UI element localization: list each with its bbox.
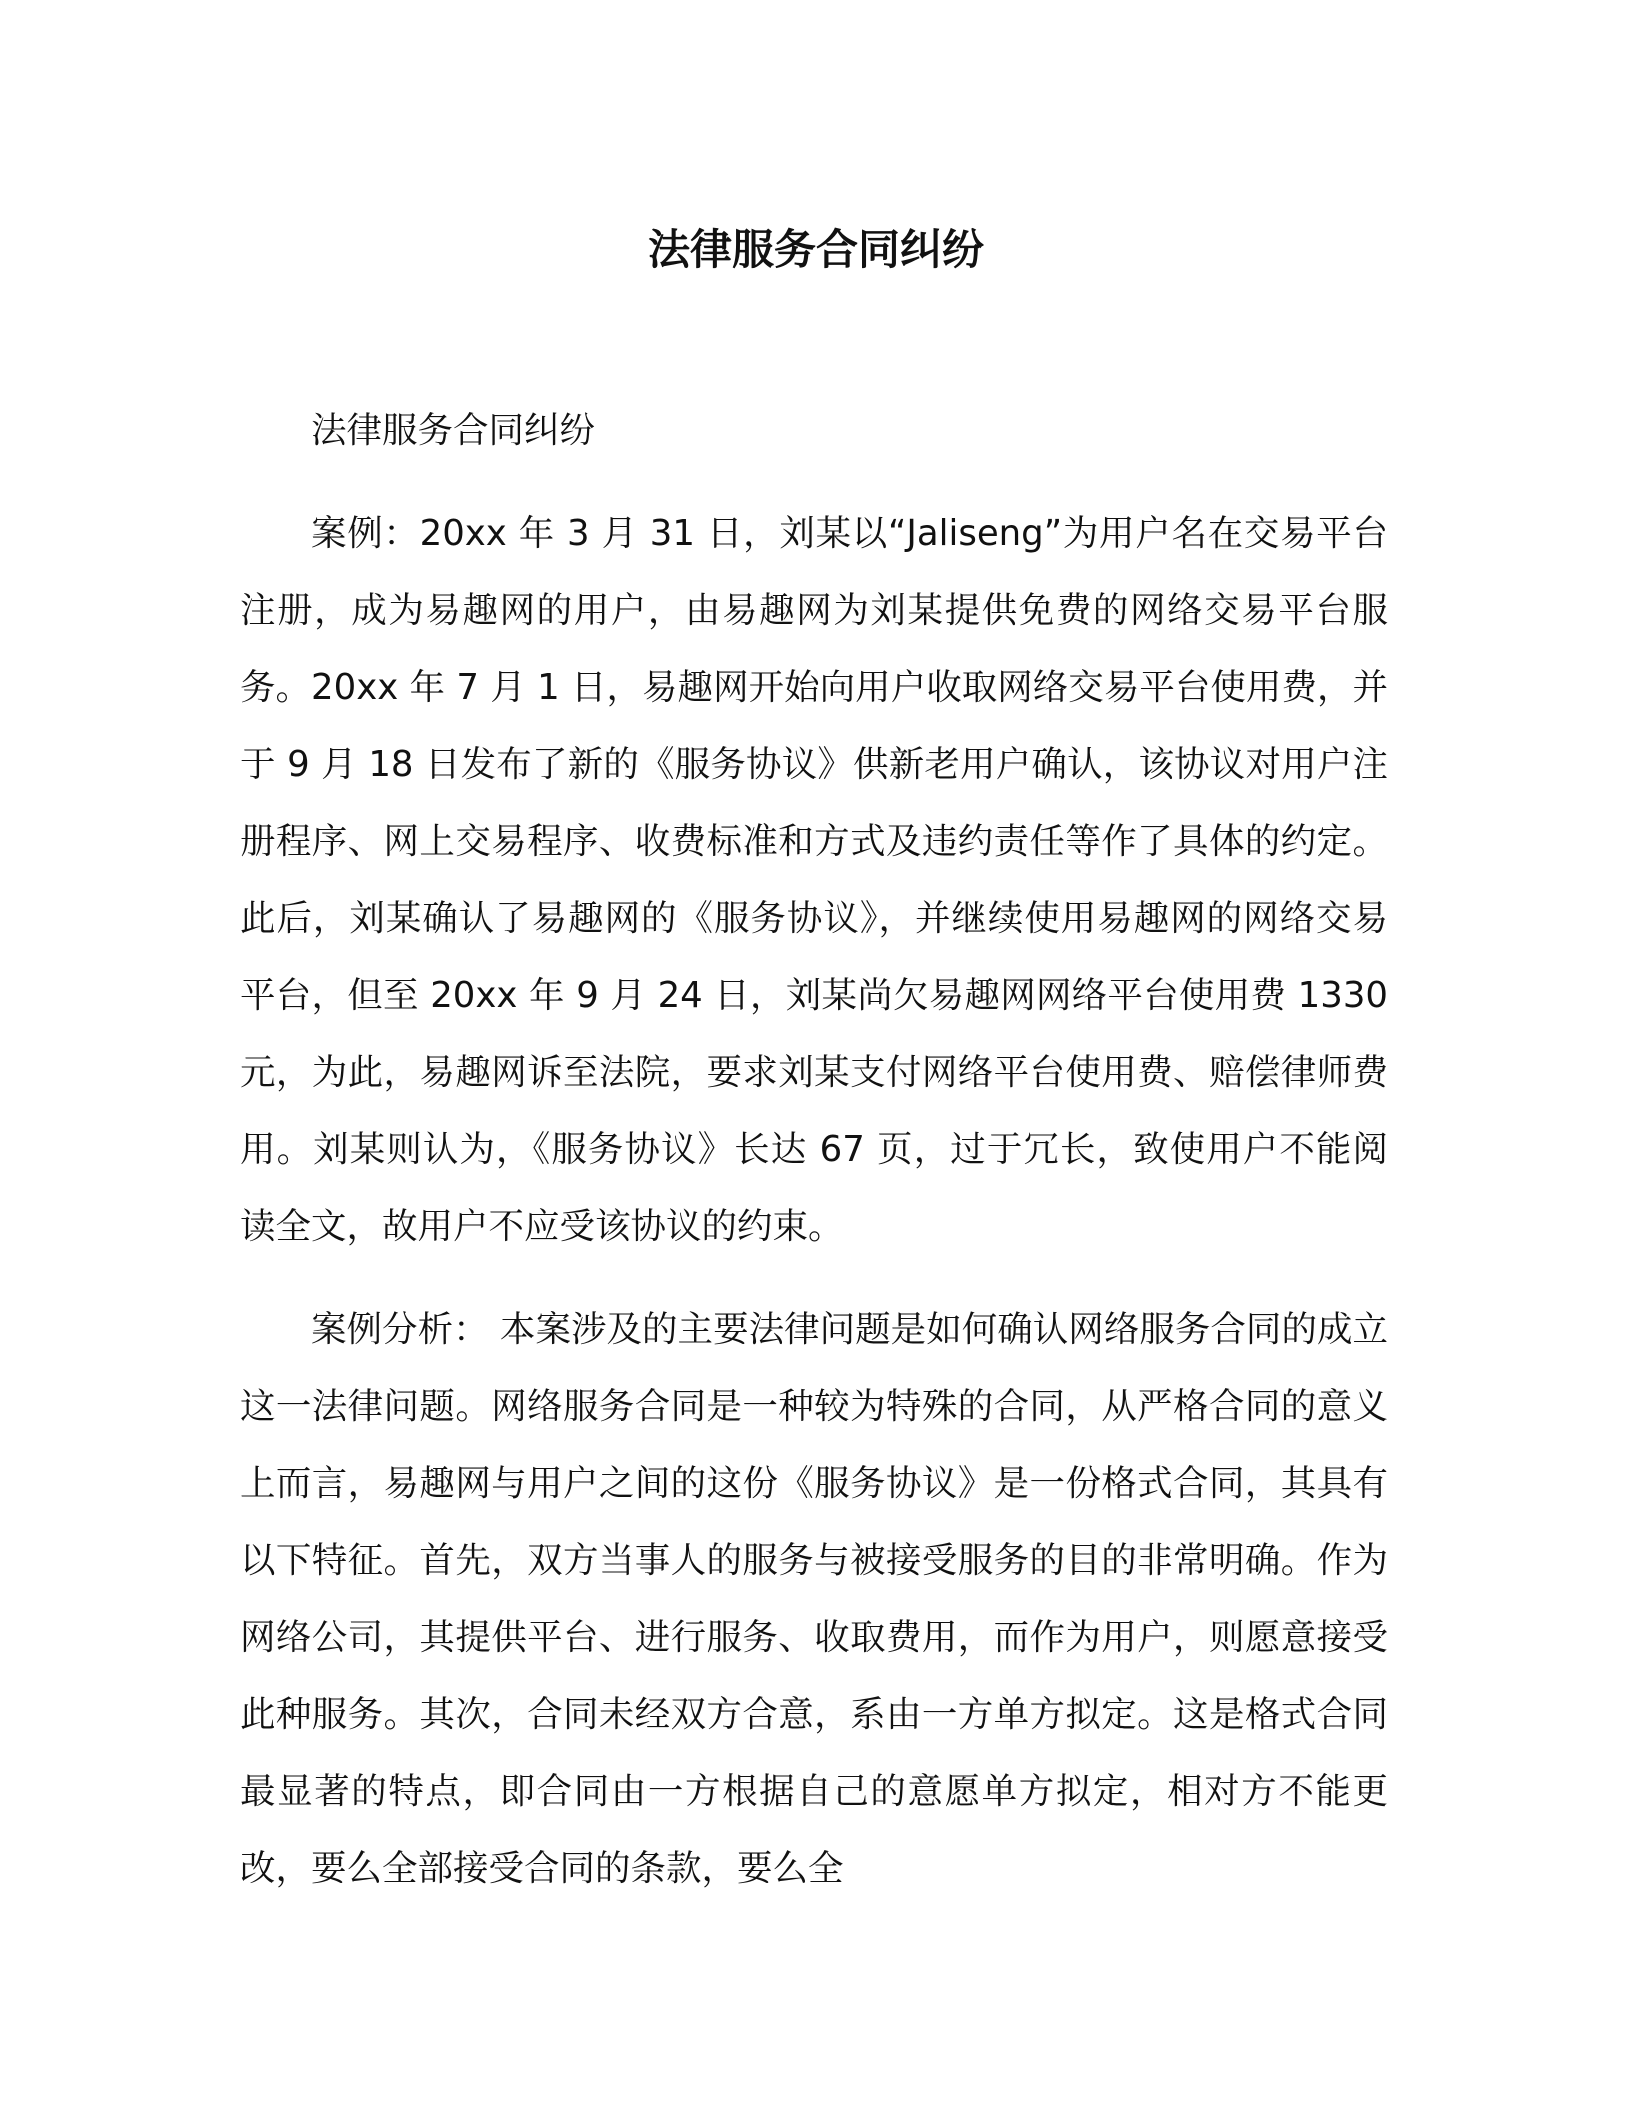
section-heading: 法律服务合同纠纷 bbox=[311, 410, 596, 451]
document-body bbox=[240, 392, 1388, 1907]
case-paragraph: 案例：20xx 年 3 月 31 日，刘某以“Jaliseng”为用户名在交易平台注册，成为易趣网的用户，由易趣网为刘某提供免费的网络交易平台服务。20xx 年 7 月 1 日，易趣网开始向用户收取网络交易平台使用费，并于 9 月 18 日发布了新的《服务协议》供新老用户确认，该协议对用户注册程序、网上交易程序、收费标准和方式及违约责任等作了具体的约定。此后，刘某确认了易趣网的《服务协议》，并继续使用易趣网的网络交易平台，但至 20xx 年 9 月 24 日，刘某尚欠易趣网网络平台使用费 1330 元，为此，易趣网诉至法院，要求刘某支付网络平台使用费、赔偿律师费用。刘某则认为，《服务协议》长达 67 页，过于冗长，致使用户不能阅读全文，故用户不应受该协议的约束。 bbox=[240, 513, 1388, 1247]
document-title: 法律服务合同纠纷 bbox=[647, 225, 984, 274]
case-analysis-paragraph: 案例分析： 本案涉及的主要法律问题是如何确认网络服务合同的成立这一法律问题。网络服务合同是一种较为特殊的合同，从严格合同的意义上而言，易趣网与用户之间的这份《服务协议》是一份格式合同，其具有以下特征。首先，双方当事人的服务与被接受服务的目的非常明确。作为网络公司，其提供平台、进行服务、收取费用，而作为用户，则愿意接受此种服务。其次，合同未经双方合意，系由一方单方拟定。这是格式合同最显著的特点，即合同由一方根据自己的意愿单方拟定，相对方不能更改，要么全部接受合同的条款，要么全 bbox=[240, 1309, 1388, 1889]
